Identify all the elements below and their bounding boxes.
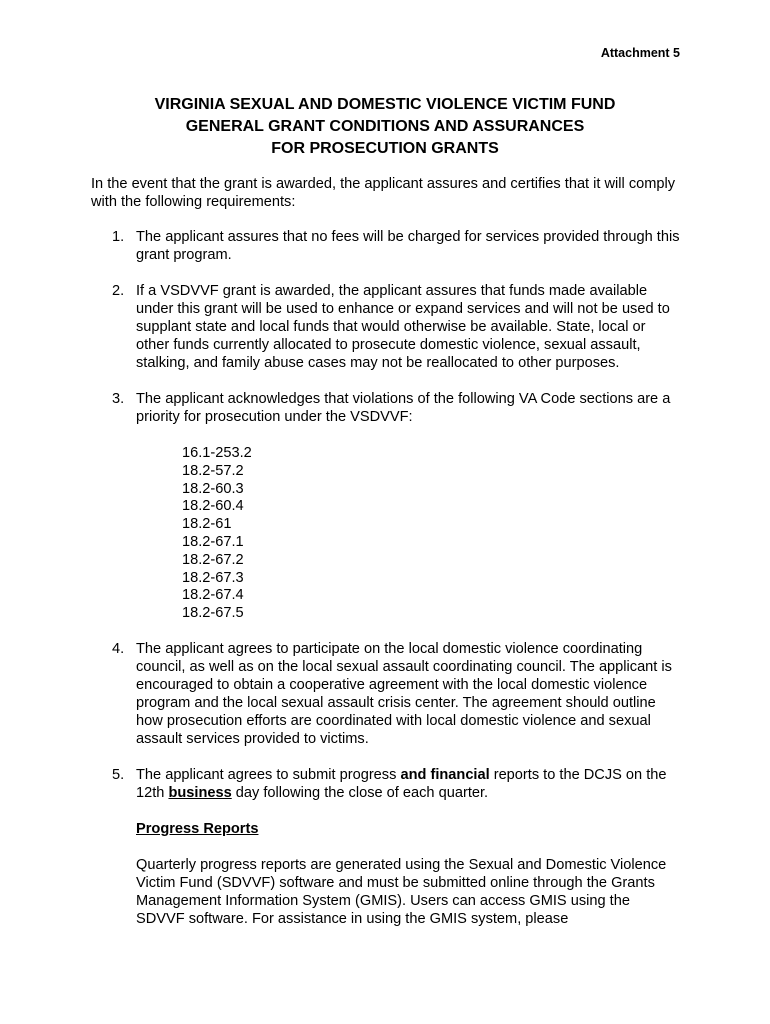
item-number: 2.	[112, 283, 125, 299]
item-number: 5.	[112, 766, 125, 783]
va-code: 18.2-67.4	[182, 587, 244, 604]
va-code: 18.2-67.3	[182, 569, 244, 586]
va-code: 18.2-57.2	[182, 462, 244, 479]
va-code-list	[136, 444, 682, 622]
progress-reports-text: Quarterly progress reports are generated using the Sexual and Domestic Violence Victim Fund (SDVVF) software and must be submitted online through the Grants Management Information System (GMIS). Users can access GMIS using the SDVVF software. For assistance in using the GMIS system, please	[136, 856, 667, 927]
item-number: 1.	[112, 229, 125, 245]
title-line-1: VIRGINIA SEXUAL AND DOMESTIC VIOLENCE VICTIM FUND	[154, 96, 616, 113]
item-text: If a VSDVVF grant is awarded, the applicant assures that funds made available under this grant will be used to enhance or expand services and will not be used to supplant state and local funds that would otherwise be available. State, local or other funds currently allocated to prosecute domestic violence, sexual assault, stalking, and family abuse cases may not be reallocated to other purposes.	[136, 283, 670, 371]
va-code: 18.2-67.5	[182, 605, 244, 622]
va-code: 16.1-253.2	[182, 445, 252, 461]
intro-paragraph: In the event that the grant is awarded, the applicant assures and certifies that it will comply with the following requirements:	[91, 176, 676, 210]
item-text-part: reports to the DCJS on the 12th	[136, 766, 667, 801]
item-number: 4.	[112, 640, 125, 657]
document-title	[0, 94, 770, 160]
va-code: 18.2-60.3	[182, 480, 244, 497]
progress-reports-heading: Progress Reports	[136, 820, 259, 837]
item-text-part: day following the close of each quarter.	[231, 784, 489, 801]
item-text-bold: and financial	[400, 766, 490, 783]
item-text: The applicant acknowledges that violations of the following VA Code sections are a priority for prosecution under the VSDVVF:	[136, 391, 671, 425]
requirements-list	[112, 228, 682, 946]
item-text-bold-underlined: business	[168, 784, 232, 801]
va-code: 18.2-60.4	[182, 498, 244, 515]
va-code: 18.2-67.2	[182, 551, 244, 568]
va-code: 18.2-61	[182, 516, 232, 533]
attachment-label: Attachment 5	[600, 46, 680, 60]
item-text	[136, 766, 682, 802]
title-line-2: GENERAL GRANT CONDITIONS AND ASSURANCES	[185, 118, 585, 135]
list-item	[112, 282, 682, 372]
item-text: The applicant agrees to participate on the local domestic violence coordinating council, as well as on the local sexual assault coordinating council. The applicant is encouraged to obtain a cooperative agreement with the local domestic violence program and the local sexual assault crisis center. The agreement should outline how prosecution efforts are coordinated with local domestic violence and sexual assault services provided to victims.	[136, 640, 672, 747]
list-item	[112, 766, 682, 928]
list-item	[112, 390, 682, 622]
item-text-part: The applicant agrees to submit progress	[136, 766, 401, 783]
item-text: The applicant assures that no fees will be charged for services provided through this grant program.	[136, 229, 680, 263]
list-item	[112, 640, 682, 748]
list-item	[112, 228, 682, 264]
va-code: 18.2-67.1	[182, 533, 244, 550]
title-line-3: FOR PROSECUTION GRANTS	[271, 140, 499, 157]
item-number: 3.	[112, 391, 125, 407]
